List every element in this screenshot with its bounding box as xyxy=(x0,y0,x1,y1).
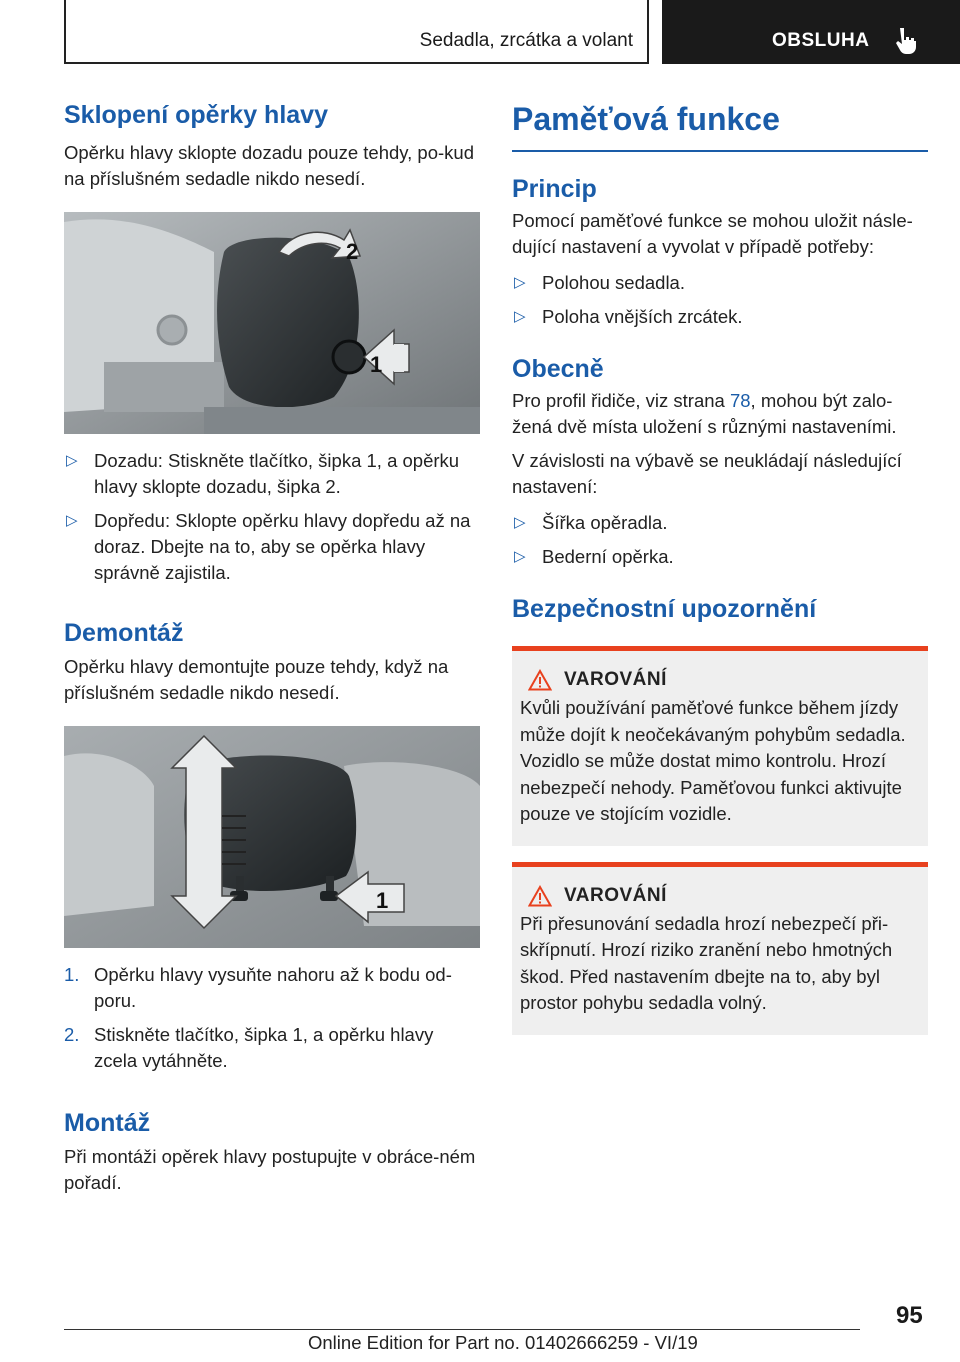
fold-intro: Opěrku hlavy sklopte dozadu pouze tehdy, po-kud na příslušném sedadle nikdo nesedí. xyxy=(64,142,474,189)
headrest-removal-illustration xyxy=(64,726,480,948)
section-heading-principle: Princip xyxy=(512,175,597,204)
removal-steps-list xyxy=(64,962,480,1074)
triangle-bullet-icon: ▷ xyxy=(514,548,526,566)
callout-2: 2 xyxy=(346,239,359,264)
triangle-bullet-icon: ▷ xyxy=(66,512,78,529)
principle-intro: Pomocí paměťové funkce se mohou uložit násle-dující nastavení a vyvolat v případě potřeby: xyxy=(512,210,913,258)
installation-intro: Při montáži opěrek hlavy postupujte v obráce-ném pořadí. xyxy=(64,1146,476,1193)
warning-label: VAROVÁNÍ xyxy=(564,884,667,906)
warning-triangle-icon xyxy=(528,669,552,691)
warning-triangle-icon xyxy=(528,885,552,907)
figure-headrest-removal xyxy=(64,726,480,948)
warning-text: Kvůli používání paměťové funkce během jízdy může dojít k neočekávaným pohybům sedadla. Vozidlo se může dostat mimo kontrolu. Hrozí nebezpečí nehody. Paměťovou funkci aktivujte pouze ve stojícím vozidle. xyxy=(520,697,906,825)
triangle-bullet-icon: ▷ xyxy=(514,514,526,532)
list-item: 1. Opěrku hlavy vysuňte nahoru až k bodu od-poru. xyxy=(64,964,452,1011)
section-heading-general: Obecně xyxy=(512,355,604,384)
triangle-bullet-icon: ▷ xyxy=(66,452,78,469)
headrest-fold-illustration xyxy=(64,212,480,434)
page-number: 95 xyxy=(896,1302,923,1329)
warning-label: VAROVÁNÍ xyxy=(564,669,667,691)
edition-footer: Online Edition for Part no. 01402666259 - VI/19 xyxy=(308,1332,698,1353)
general-list xyxy=(512,510,928,570)
chapter-tab[interactable] xyxy=(662,0,960,64)
list-item: ▷ Dozadu: Stiskněte tlačítko, šipka 1, a opěrku hlavy sklopte dozadu, šipka 2. xyxy=(66,450,460,497)
warning-box xyxy=(512,646,928,846)
chapter-heading-memory: Paměťová funkce xyxy=(512,101,780,137)
section-heading-fold: Sklopení opěrky hlavy xyxy=(64,101,328,129)
chapter-tab-label: OBSLUHA xyxy=(772,30,870,51)
callout-1: 1 xyxy=(376,888,389,913)
list-item: ▷ Bederní opěrka. xyxy=(512,544,928,570)
header-frame xyxy=(64,0,649,64)
pointing-hand-icon xyxy=(894,26,920,54)
section-heading-safety: Bezpečnostní upozornění xyxy=(512,595,817,624)
figure-headrest-fold xyxy=(64,212,480,434)
section-heading-installation: Montáž xyxy=(64,1109,151,1137)
warning-text: Při přesunování sedadla hrozí nebezpečí při-skřípnutí. Hrozí riziko zranění nebo hmotných škod. Před nastavením dbejte na to, aby byl prostor pohybu sedadla volný. xyxy=(520,912,893,1014)
list-item: 2. Stiskněte tlačítko, šipka 1, a opěrku hlavy zcela vytáhněte. xyxy=(64,1024,434,1071)
list-item: ▷ Šířka opěradla. xyxy=(512,510,928,536)
heading-rule xyxy=(512,150,928,152)
footer-rule xyxy=(64,1329,860,1330)
fold-steps-list xyxy=(64,448,480,586)
callout-1: 1 xyxy=(370,352,383,377)
section-title: Sedadla, zrcátka a volant xyxy=(419,30,633,51)
list-item: ▷ Dopředu: Sklopte opěrku hlavy dopředu až na doraz. Dbejte na to, aby se opěrka hlavy správně zajistila. xyxy=(66,510,471,583)
principle-list xyxy=(512,270,928,330)
warning-box xyxy=(512,862,928,1035)
section-heading-removal: Demontáž xyxy=(64,619,184,647)
left-column xyxy=(64,100,480,1196)
page-link[interactable]: 78 xyxy=(729,390,751,412)
general-intro-2: V závislosti na výbavě se neukládají následující nastavení: xyxy=(512,450,902,498)
right-column xyxy=(512,100,928,1035)
general-intro: Pro profil řidiče, viz strana 78, mohou být zalo-žená dvě místa uložení s různými nastaveními. xyxy=(512,390,897,438)
list-item: ▷ Poloha vnějších zrcátek. xyxy=(512,304,928,330)
triangle-bullet-icon: ▷ xyxy=(514,274,526,292)
triangle-bullet-icon: ▷ xyxy=(514,308,526,326)
list-item: ▷ Polohou sedadla. xyxy=(512,270,928,296)
removal-intro: Opěrku hlavy demontujte pouze tehdy, když na příslušném sedadle nikdo nesedí. xyxy=(64,656,449,703)
